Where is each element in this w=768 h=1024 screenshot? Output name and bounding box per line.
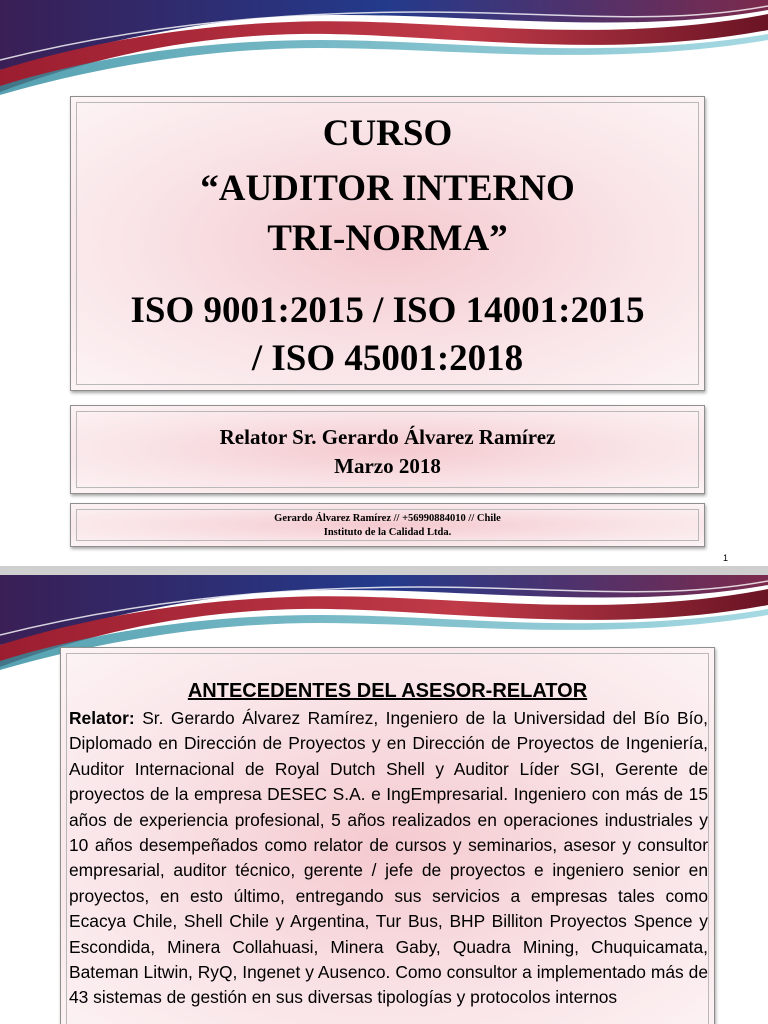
contact-box: [70, 503, 705, 547]
relator-box: [70, 405, 705, 494]
relator-bio-text: Sr. Gerardo Álvarez Ramírez, Ingeniero de la Universidad del Bío Bío, Diplomado en Dirección de Proyectos y en Dirección de Proyectos de Ingeniería, Auditor Internacional de Royal Dutch Shell y Auditor Líder SGI, Gerente de proyectos de la empresa DESEC S.A. e IngEmpresarial. Ingeniero con más de 15 años de experiencia profesional, 5 años realizados en operaciones industriales y 10 años desempeñados como relator de cursos y seminarios, asesor y consultor empresarial, auditor técnico, gerente / jefe de proyectos e ingeniero senior en proyectos, en esto último, entregando sus servicios a empresas tales como Ecacya Chile, Shell Chile y Argentina, Tur Bus, BHP Billiton Proyectos Spence y Escondida, Minera Collahuasi, Minera Gaby, Quadra Mining, Chuquicamata, Bateman Litwin, RyQ, Ingenet y Ausenco. Como consultor a implementado más de 43 sistemas de gestión en sus diversas tipologías y protocolos internos: [69, 708, 708, 1008]
relator-background-box: [60, 647, 715, 1024]
institute-name: Instituto de la Calidad Ltda.: [323, 527, 452, 538]
course-standards-line-1: ISO 9001:2015 / ISO 14001:2015: [130, 290, 645, 331]
slide-separator: [0, 566, 768, 575]
course-title-box: [70, 96, 705, 391]
section-heading: ANTECEDENTES DEL ASESOR-RELATOR: [187, 680, 588, 702]
course-standards-line-2: / ISO 45001:2018: [251, 338, 524, 379]
slide-2: [0, 575, 768, 1024]
relator-bio-paragraph: [69, 706, 708, 1011]
decorative-wave-banner: [0, 0, 768, 95]
course-title-line-3: TRI-NORMA”: [267, 218, 508, 259]
course-title-line-1: CURSO: [322, 113, 453, 154]
relator-name: Relator Sr. Gerardo Álvarez Ramírez: [219, 425, 556, 449]
course-title-line-2: “AUDITOR INTERNO: [200, 168, 575, 209]
contact-line: Gerardo Álvarez Ramírez // +56990884010 // Chile: [274, 513, 501, 524]
page-number: 1: [722, 553, 728, 563]
course-date: Marzo 2018: [334, 454, 441, 478]
relator-label: Relator:: [69, 708, 135, 728]
